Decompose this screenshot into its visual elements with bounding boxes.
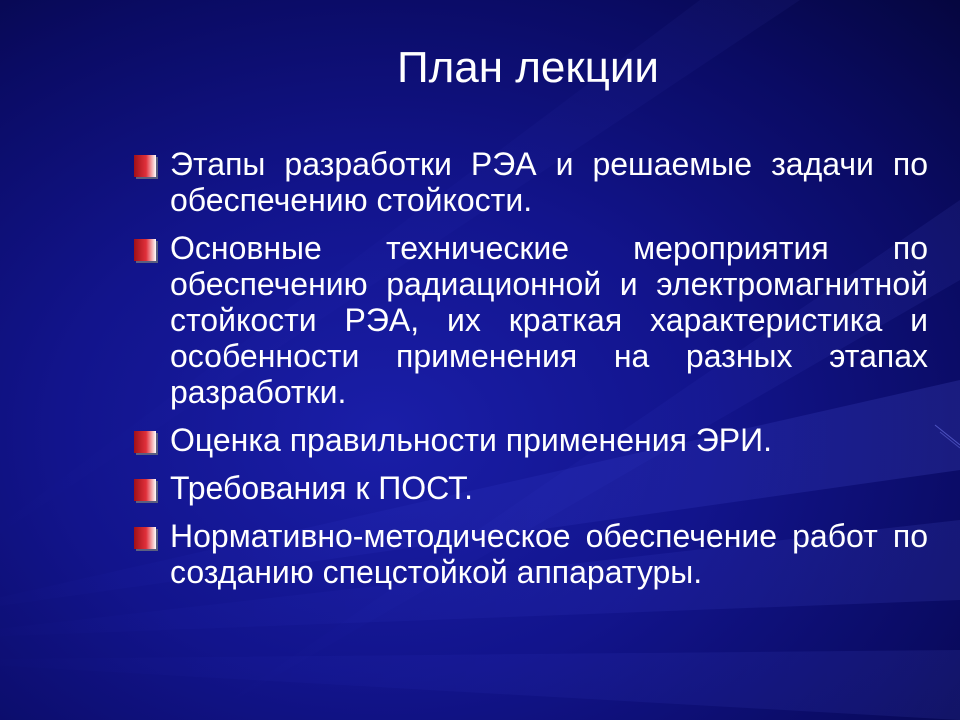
list-item	[132, 146, 928, 218]
square-bullet-icon	[132, 477, 160, 505]
bullet-list	[132, 146, 928, 602]
list-item	[132, 518, 928, 590]
square-bullet-icon	[132, 237, 160, 265]
square-bullet-icon	[132, 153, 160, 181]
list-item	[132, 230, 928, 410]
bullet-text: Этапы разработки РЭА и решаемые задачи по обеспечению стойкости.	[170, 146, 928, 218]
bullet-text: Оценка правильности применения ЭРИ.	[170, 422, 773, 458]
bullet-text: Основные технические мероприятия по обеспечению радиационной и электромагнитной стойкости РЭА, их краткая характеристика и особенности применения на разных этапах разработки.	[170, 230, 928, 410]
bullet-text: Нормативно-методическое обеспечение работ по созданию спецстойкой аппаратуры.	[170, 518, 928, 590]
square-bullet-icon	[132, 525, 160, 553]
square-bullet-icon	[132, 429, 160, 457]
list-item	[132, 422, 928, 458]
list-item	[132, 470, 928, 506]
bullet-text: Требования к ПОСТ.	[170, 470, 474, 506]
slide-title: План лекции	[396, 43, 660, 92]
